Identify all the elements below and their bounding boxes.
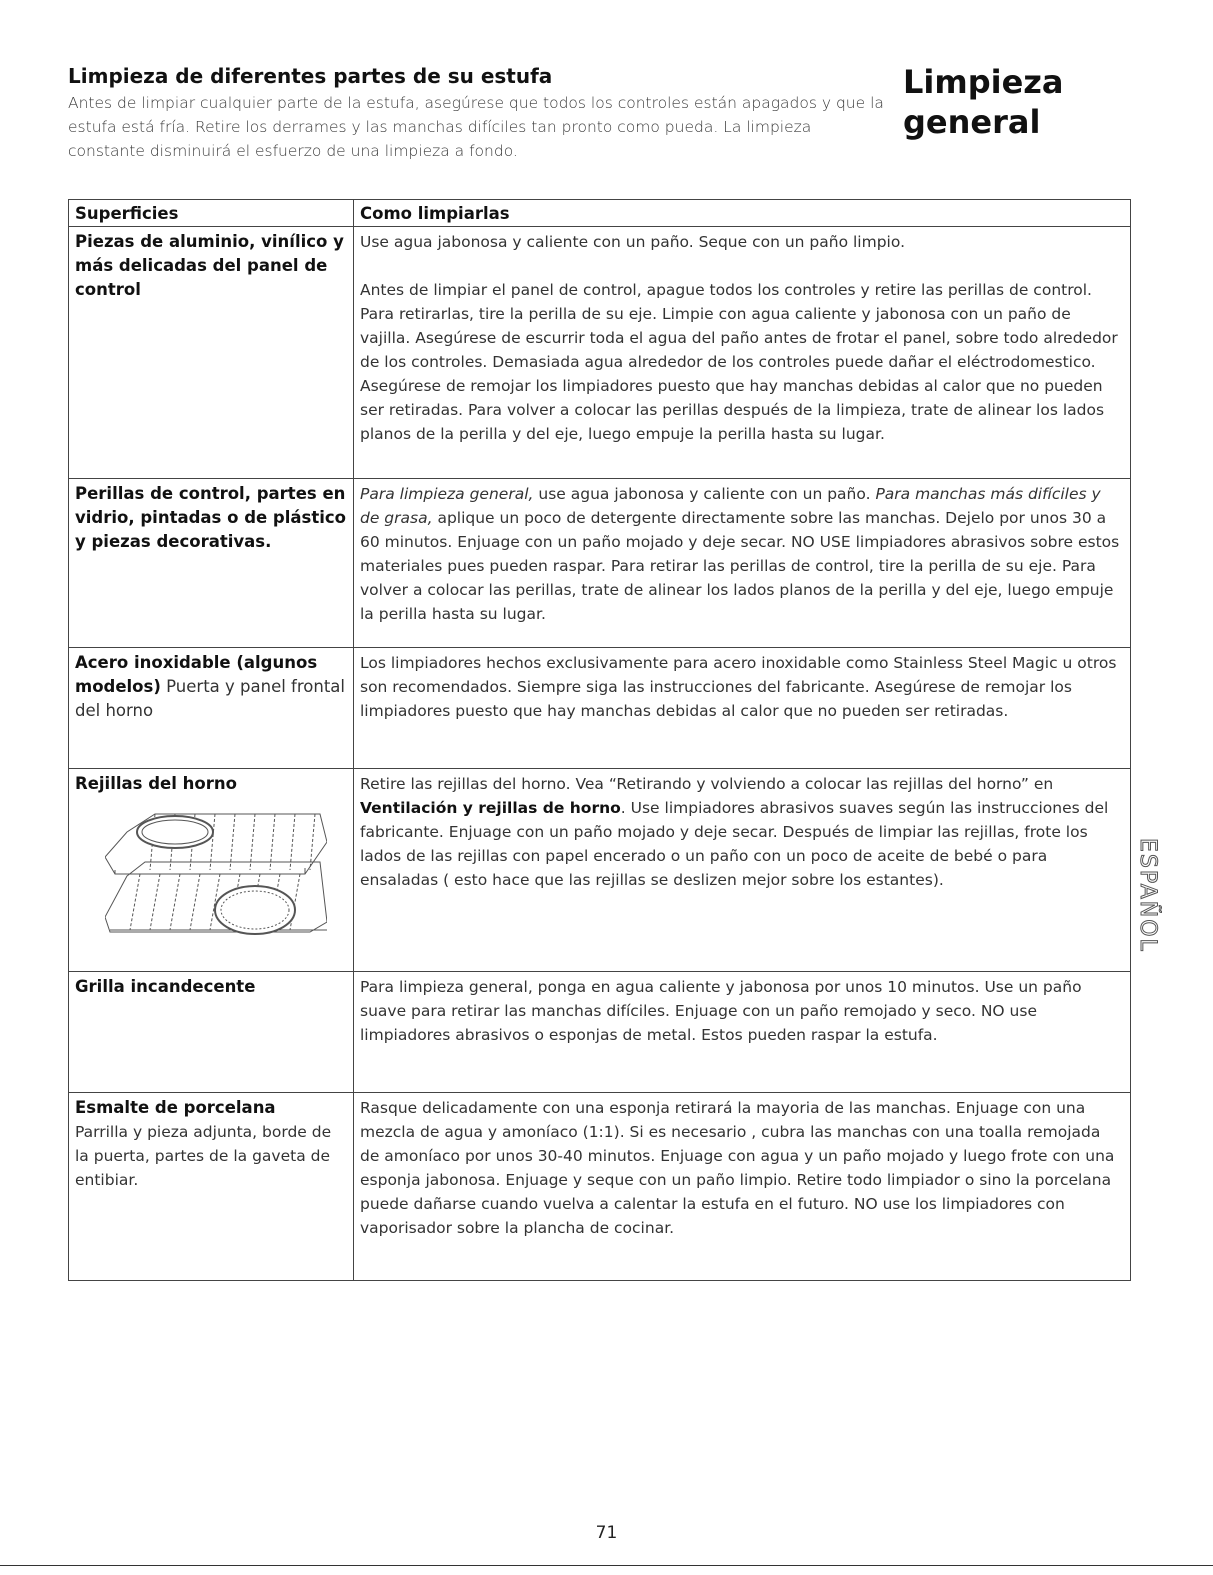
table-row: [69, 972, 1131, 1093]
surface-cell: [69, 648, 354, 769]
instructions-cell: [354, 1093, 1131, 1281]
column-header-surfaces: Superficies: [69, 200, 354, 227]
surface-label: Piezas de aluminio, vinílico y más delicadas del panel de control: [75, 232, 344, 299]
surface-label-bold: Acero inoxidable (algunos modelos): [75, 653, 318, 696]
table-row: [69, 1093, 1131, 1281]
instructions-paragraph: [360, 772, 1124, 892]
surface-sublabel: Puerta y panel frontal del horno: [75, 677, 345, 720]
table-row: [69, 769, 1131, 972]
instructions-paragraph: Para limpieza general, ponga en agua caliente y jabonosa por unos 10 minutos. Use un paño suave para retirar las manchas difíciles. Enjuage con un paño remojado y seco. NO use limpiadores abrasivos o esponjas de metal. Estos pueden raspar la estufa.: [360, 978, 1082, 1044]
instructions-paragraph: Use agua jabonosa y caliente con un paño. Seque con un paño limpio.: [360, 233, 905, 251]
table-row: [69, 227, 1131, 479]
page-heading: [903, 62, 1123, 142]
surface-cell: [69, 769, 354, 972]
page-number: 71: [595, 1523, 618, 1543]
bottom-rule: [0, 1565, 1213, 1566]
table-header-row: [69, 200, 1131, 227]
instructions-paragraph: Los limpiadores hechos exclusivamente para acero inoxidable como Stainless Steel Magic u otros son recomendados. Siempre siga las instrucciones del fabricante. Asegúrese de remojar los limpiadores puesto que hay manchas debidas al calor que no pueden ser retiradas.: [360, 654, 1117, 720]
surface-label: Perillas de control, partes en vidrio, pintadas o de plástico y piezas decorativas.: [75, 484, 347, 551]
surface-sublabel: Parrilla y pieza adjunta, borde de la puerta, partes de la gaveta de entibiar.: [75, 1123, 332, 1189]
surface-cell: [69, 1093, 354, 1281]
language-tab-label: ESPAÑOL: [1135, 838, 1160, 953]
italic-phrase: Para manchas más difíciles y de grasa,: [360, 485, 1101, 527]
instructions-text: use agua jabonosa y caliente con un paño.: [533, 485, 876, 503]
language-tab: [1135, 838, 1162, 968]
surface-label: [75, 651, 347, 723]
surface-label: Esmalte de porcelana: [75, 1098, 276, 1117]
page-heading-line1: Limpieza: [903, 63, 1064, 101]
intro-paragraph: Antes de limpiar cualquier parte de la estufa, asegúrese que todos los controles están apagados y que la estufa está fría. Retire los derrames y las manchas difíciles tan pronto como pueda. La limpieza constante disminuirá el esfuerzo de una limpieza a fondo.: [68, 94, 884, 160]
surface-cell: [69, 479, 354, 648]
surface-label: Grilla incandecente: [75, 977, 256, 996]
surface-cell: [69, 227, 354, 479]
instructions-text: . Use limpiadores abrasivos suaves según las instrucciones del fabricante. Enjuage con un paño mojado y deje secar. Después de limpiar las rejillas, frote los lados de las rejillas con papel encerado o un paño con un poco de aceite de bebé o para ensaladas ( esto hace que las rejillas se deslizen mejor sobre los estantes).: [360, 799, 1109, 889]
oven-racks-illustration: [105, 812, 347, 949]
instructions-paragraph: Antes de limpiar el panel de control, apague todos los controles y retire las perillas de control. Para retirarlas, tire la perilla de su eje. Limpie con agua caliente y jabonosa con un paño de vajilla. Asegúrese de escurrir toda el agua del paño antes de frotar el panel, sobre todo alrededor de los controles. Demasiada agua alrededor de los controles puede dañar el eléctrodomestico. Asegúrese de remojar los limpiadores puesto que hay manchas debidas al calor que no pueden ser retiradas. Para volver a colocar las perillas después de la limpieza, trate de alinear los lados planos de la perilla y del eje, luego empuje la perilla hasta su lugar.: [360, 281, 1118, 443]
instructions-cell: [354, 972, 1131, 1093]
oven-rack-icon: [105, 812, 327, 942]
instructions-cell: [354, 227, 1131, 479]
intro-section: [68, 64, 888, 163]
instructions-cell: [354, 769, 1131, 972]
table-row: [69, 479, 1131, 648]
column-header-how-to-clean: Como limpiarlas: [354, 200, 1131, 227]
instructions-paragraph: Rasque delicadamente con una esponja retirará la mayoria de las manchas. Enjuage con una mezcla de agua y amoníaco (1:1). Si es necesario , cubra las manchas con una toalla remojada de amoníaco por unos 30-40 minutos. Enjuage con agua y un paño mojado y luego frote con una esponja jabonosa. Enjuage y seque con un paño limpio. Retire todo limpiador o sino la porcelana puede dañarse cuando vuelva a calentar la estufa en el futuro. NO use los limpiadores con vaporisador sobre la plancha de cocinar.: [360, 1099, 1115, 1237]
surface-cell: [69, 972, 354, 1093]
instructions-text: aplique un poco de detergente directamente sobre las manchas. Dejelo por unos 30 a 60 minutos. Enjuage con un paño mojado y deje secar. NO USE limpiadores abrasivos sobre estos materiales pues pueden raspar. Para retirar las perillas de control, tire la perilla de su eje. Para volver a colocar las perillas, trate de alinear los lados planos de la perilla y del eje, luego empuje la perilla hasta su lugar.: [360, 509, 1120, 623]
instructions-cell: [354, 648, 1131, 769]
italic-phrase: Para limpieza general,: [360, 485, 534, 503]
surface-label: Rejillas del horno: [75, 774, 237, 793]
page-heading-line2: general: [903, 103, 1041, 141]
bold-reference: Ventilación y rejillas de horno: [360, 799, 621, 817]
instructions-paragraph: [360, 482, 1124, 626]
table-row: [69, 648, 1131, 769]
instructions-cell: [354, 479, 1131, 648]
section-title: Limpieza de diferentes partes de su estufa: [68, 64, 553, 88]
instructions-text: Retire las rejillas del horno. Vea “Retirando y volviendo a colocar las rejillas del horno” en: [360, 775, 1054, 793]
cleaning-table: [68, 199, 1131, 1281]
